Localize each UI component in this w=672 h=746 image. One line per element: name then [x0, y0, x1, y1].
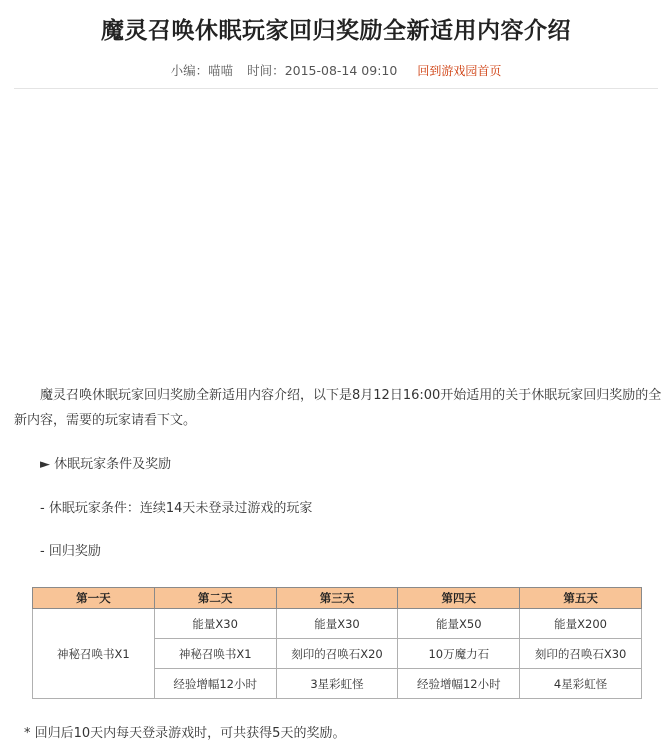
condition-line: - 休眠玩家条件：连续14天未登录过游戏的玩家 — [40, 501, 313, 516]
reward-table — [32, 587, 642, 699]
editor-name: 喵喵 — [208, 63, 234, 78]
home-link[interactable]: 回到游戏园首页 — [417, 64, 502, 78]
publish-time: 2015-08-14 09:10 — [284, 63, 398, 78]
header-day4: 第四天 — [398, 588, 520, 609]
header-day1: 第一天 — [33, 588, 155, 609]
header-day5: 第五天 — [520, 588, 642, 609]
header-day3: 第三天 — [276, 588, 398, 609]
table-cell: 10万魔力石 — [398, 639, 520, 669]
table-cell: 能量X30 — [154, 609, 276, 639]
editor-label: 小编： — [170, 63, 209, 78]
reward-table-header-row — [33, 588, 642, 609]
table-cell: 经验增幅12小时 — [398, 669, 520, 699]
table-cell: 能量X30 — [276, 609, 398, 639]
article-title: 魔灵召唤休眠玩家回归奖励全新适用内容介绍 — [101, 18, 571, 44]
header-day2: 第二天 — [154, 588, 276, 609]
title-divider — [14, 88, 658, 89]
footnote: * 回归后10天内每天登录游戏时，可共获得5天的奖励。 — [24, 726, 346, 741]
table-cell: 能量X200 — [520, 609, 642, 639]
table-row — [33, 609, 642, 639]
table-cell: 神秘召唤书X1 — [154, 639, 276, 669]
time-label: 时间： — [247, 63, 285, 78]
table-cell: 3星彩虹怪 — [276, 669, 398, 699]
section-heading: ► 休眠玩家条件及奖励 — [40, 457, 172, 472]
intro-paragraph: 魔灵召唤休眠玩家回归奖励全新适用内容介绍，以下是8月12日16:00开始适用的关于休眠玩家回归奖励的全新内容，需要的玩家请看下文。 — [14, 388, 662, 428]
article-image-placeholder — [30, 92, 642, 372]
table-cell: 4星彩虹怪 — [520, 669, 642, 699]
table-cell: 刻印的召唤石X20 — [276, 639, 398, 669]
table-cell: 刻印的召唤石X30 — [520, 639, 642, 669]
return-reward-heading: - 回归奖励 — [40, 544, 101, 559]
article-meta — [0, 61, 672, 79]
day1-reward-cell: 神秘召唤书X1 — [33, 609, 155, 699]
table-cell: 能量X50 — [398, 609, 520, 639]
table-cell: 经验增幅12小时 — [154, 669, 276, 699]
